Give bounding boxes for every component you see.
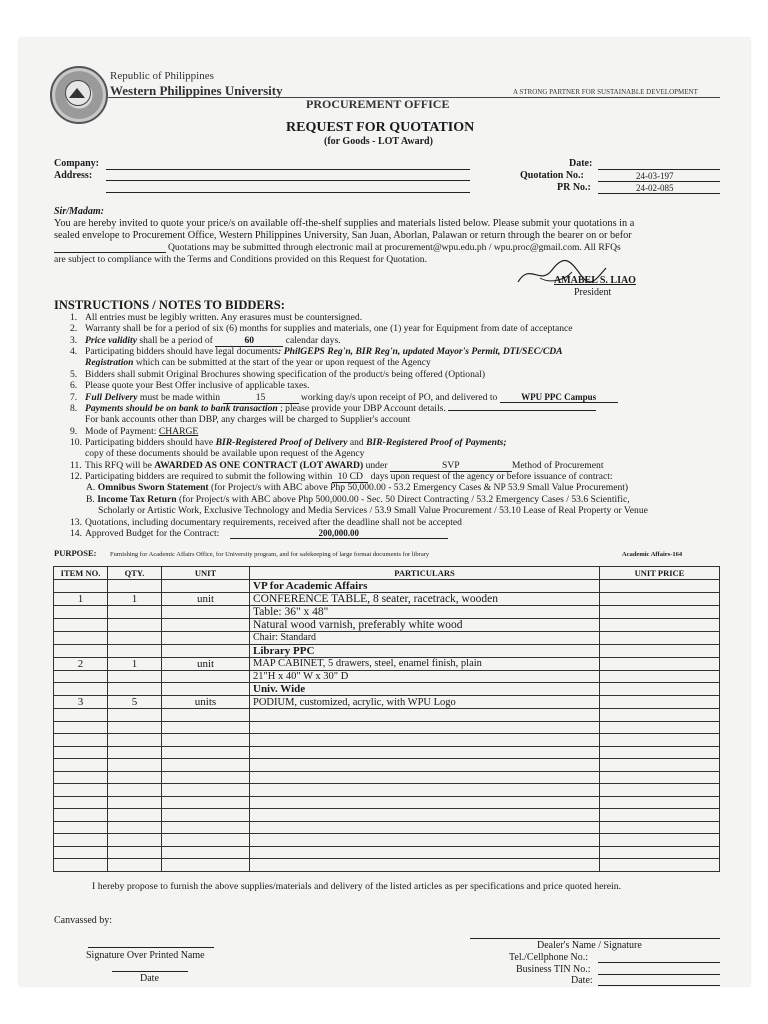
instruction-12b: days upon request of the agency or before issuance of contract: <box>368 471 613 482</box>
item-no-cell: 1 <box>54 593 108 606</box>
purpose-ref: Academic Affairs-164 <box>622 551 683 558</box>
letter-line-1: You are hereby invited to quote your price/s on available off-the-shelf supplies and materials listed below. Please submit your quotations in a <box>54 218 635 229</box>
proposal-statement: I hereby propose to furnish the above supplies/materials and delivery of the listed articles as per specifications and price quoted herein. <box>92 881 622 892</box>
table-row <box>54 821 720 834</box>
dealer-label: Dealer's Name / Signature <box>537 940 642 951</box>
table-row <box>54 784 720 797</box>
header-unit-price: UNIT PRICE <box>600 567 720 580</box>
tin-label: Business TIN No.: <box>516 964 591 975</box>
table-row <box>54 771 720 784</box>
unit-price-cell[interactable] <box>600 696 720 709</box>
dealer-signature-line[interactable] <box>470 938 720 939</box>
qty-cell: 5 <box>108 696 162 709</box>
instruction-5: Bidders shall submit Original Brochures showing specification of the product/s being offered (Optional) <box>85 369 486 380</box>
instructions-heading: INSTRUCTIONS / NOTES TO BIDDERS: <box>54 298 285 312</box>
tin-field[interactable] <box>598 974 720 975</box>
instruction-11b: AWARDED AS ONE CONTRACT (LOT AWARD) <box>154 460 364 471</box>
particulars-cell: Chair: Standard <box>250 632 600 645</box>
table-row <box>54 657 720 670</box>
instruction-12A-letter: A. <box>86 482 98 493</box>
address-field[interactable] <box>106 180 470 181</box>
table-row <box>54 683 720 696</box>
particulars-cell: 21"H x 40" W x 30" D <box>250 670 600 683</box>
instruction-12A-title: Omnibus Sworn Statement <box>97 482 209 493</box>
instruction-10d: BIR-Registered Proof of Payments; <box>366 437 507 448</box>
unit-price-cell[interactable] <box>600 580 720 593</box>
tel-field[interactable] <box>598 962 720 963</box>
qty-cell: 1 <box>108 657 162 670</box>
table-row <box>54 580 720 593</box>
instruction-3c: calendar days. <box>285 335 341 346</box>
item-no-cell: 3 <box>54 696 108 709</box>
particulars-cell: MAP CABINET, 5 drawers, steel, enamel finish, plain <box>250 657 600 670</box>
table-row <box>54 632 720 645</box>
instruction-7c: working day/s upon receipt of PO, and delivered to <box>300 392 498 403</box>
particulars-cell: Library PPC <box>250 644 600 657</box>
salutation: Sir/Madam: <box>54 206 105 217</box>
quotation-label: Quotation No.: <box>520 170 584 181</box>
date2-label: Date: <box>571 975 593 986</box>
items-table <box>53 566 720 872</box>
table-row <box>54 746 720 759</box>
instruction-4d: which can be submitted at the start of the year or upon request of the Agency <box>133 357 431 368</box>
letter-line-4: are subject to compliance with the Terms and Conditions provided on this Request for Quotation. <box>54 254 427 265</box>
instruction-12B-text: (for Project/s with ABC above Php 500,000.00 - Sec. 50 Direct Contracting / 53.2 Emergency Cases / 53.6 Scientific, <box>176 494 630 505</box>
instruction-12B-letter: B. <box>86 494 98 505</box>
instruction-7a: Full Delivery <box>85 392 138 403</box>
republic-text: Republic of Philippines <box>110 70 214 82</box>
letter-line-3: Quotations may be submitted through electronic mail at procurement@wpu.edu.ph / wpu.proc@gmail.com. All RFQs <box>168 242 621 253</box>
table-row <box>54 670 720 683</box>
canvassed-by-label: Canvassed by: <box>54 915 113 926</box>
instruction-10a: Participating bidders should have <box>85 437 216 448</box>
mode-of-payment-value: CHARGE <box>158 426 199 437</box>
header-qty: QTY. <box>108 567 162 580</box>
pr-value: 24-02-085 <box>636 183 674 193</box>
table-row <box>54 709 720 722</box>
instruction-9a: Mode of Payment: <box>85 426 159 437</box>
instruction-13: Quotations, including documentary requirements, received after the deadline shall not be accepted <box>85 517 462 528</box>
table-row <box>54 846 720 859</box>
table-row <box>54 619 720 632</box>
company-label: Company: <box>54 158 100 169</box>
item-no-cell: 2 <box>54 657 108 670</box>
address-field-2[interactable] <box>106 192 470 193</box>
approved-budget-value: 200,000.00 <box>230 528 448 539</box>
delivery-location: WPU PPC Campus <box>500 392 618 403</box>
unit-price-cell[interactable] <box>600 670 720 683</box>
delivery-days-value: 15 <box>223 392 299 404</box>
canvasser-signature-line[interactable] <box>88 947 214 948</box>
page-subtitle: (for Goods - LOT Award) <box>324 136 433 147</box>
submission-days-value: 10 CD <box>332 471 368 483</box>
table-row <box>54 644 720 657</box>
tagline: A STRONG PARTNER FOR SUSTAINABLE DEVELOPMENT <box>513 88 698 96</box>
header-particulars: PARTICULARS <box>250 567 600 580</box>
signatory-name: AMABEL S. LIAO <box>554 275 636 286</box>
table-row <box>54 593 720 606</box>
unit-price-cell[interactable] <box>600 619 720 632</box>
table-row <box>54 696 720 709</box>
instruction-4a: Participating bidders should have legal documents <box>85 346 279 357</box>
particulars-cell: Table: 36" x 48" <box>250 606 600 619</box>
pr-label: PR No.: <box>557 182 591 193</box>
header-item-no: ITEM NO. <box>54 567 108 580</box>
instruction-11d: Method of Procurement <box>511 460 604 471</box>
table-header-row <box>54 567 720 580</box>
particulars-cell: PODIUM, customized, acrylic, with WPU Logo <box>250 696 600 709</box>
instruction-4c: Registration <box>85 357 134 368</box>
price-validity-value: 60 <box>215 335 283 347</box>
company-field[interactable] <box>106 169 470 170</box>
table-row <box>54 606 720 619</box>
unit-price-cell[interactable] <box>600 657 720 670</box>
particulars-cell: VP for Academic Affairs <box>250 580 600 593</box>
qty-cell: 1 <box>108 593 162 606</box>
instruction-10e: copy of these documents should be available upon request of the Agency <box>85 448 365 459</box>
particulars-cell: Natural wood varnish, preferably white wood <box>250 619 600 632</box>
instruction-12A-text: (for Project/s with ABC above Php 50,000.00 - 53.2 Emergency Cases & NP 53.9 Small Value Procurement) <box>208 482 629 493</box>
date-field[interactable] <box>598 169 720 170</box>
date2-field[interactable] <box>598 985 720 986</box>
table-row <box>54 834 720 847</box>
instruction-1: All entries must be legibly written. Any erasures must be countersigned. <box>85 312 363 323</box>
instruction-12B-text-2: Scholarly or Artistic Work, Exclusive Technology and Media Services / 53.9 Small Value Procurement / 53.10 Lease of Real Property or Venue <box>98 505 648 516</box>
unit-price-cell[interactable] <box>600 683 720 696</box>
address-label: Address: <box>54 170 93 181</box>
unit-cell: unit <box>162 593 250 606</box>
instruction-12a: Participating bidders are required to submit the following within <box>85 471 333 482</box>
instruction-6: Please quote your Best Offer inclusive of applicable taxes. <box>85 380 310 391</box>
instruction-2: Warranty shall be for a period of six (6) months for supplies and materials, one (1) year for Equipment from date of acceptance <box>85 323 573 334</box>
instruction-11c: under <box>363 460 388 471</box>
table-row <box>54 796 720 809</box>
header-unit: UNIT <box>162 567 250 580</box>
instruction-8c: For bank accounts other than DBP, any charges will be charged to Supplier's account <box>85 414 411 425</box>
instruction-4b: : PhilGEPS Reg'n, BIR Reg'n, updated Mayor's Permit, DTI/SEC/CDA <box>278 346 563 357</box>
table-row <box>54 721 720 734</box>
tel-label: Tel./Cellphone No.: <box>509 952 589 963</box>
table-row <box>54 759 720 772</box>
university-name: Western Philippines University <box>110 83 283 98</box>
instruction-10c: and <box>347 437 367 448</box>
instruction-8b: ; please provide your DBP Account details. <box>277 403 446 414</box>
unit-price-cell[interactable] <box>600 632 720 645</box>
instruction-8a: Payments should be on bank to bank transaction <box>85 403 278 414</box>
purpose-text: Furnishing for Academic Affairs Office, for University program, and for safekeeping of large format documents for library <box>110 551 430 558</box>
unit-cell: unit <box>162 657 250 670</box>
particulars-cell: CONFERENCE TABLE, 8 seater, racetrack, wooden <box>250 593 600 606</box>
page-title: REQUEST FOR QUOTATION <box>286 120 475 135</box>
university-seal-icon <box>50 66 108 124</box>
instruction-7b: must be made within <box>137 392 221 403</box>
instruction-10b: BIR-Registered Proof of Delivery <box>215 437 348 448</box>
instruction-3a: Price validity <box>85 335 137 346</box>
unit-price-cell[interactable] <box>600 644 720 657</box>
date-caption: Date <box>140 973 159 984</box>
unit-price-cell[interactable] <box>600 593 720 606</box>
particulars-cell: Univ. Wide <box>250 683 600 696</box>
unit-cell: units <box>162 696 250 709</box>
date-label: Date: <box>569 158 593 169</box>
dbp-account-field[interactable] <box>448 410 596 411</box>
canvasser-date-line[interactable] <box>112 971 188 972</box>
instruction-14: Approved Budget for the Contract: <box>85 528 220 539</box>
letter-line-2: sealed envelope to Procurement Office, Western Philippines University, San Juan, Aborlan, Palawan or return through the bearer on or befor <box>54 230 632 241</box>
instruction-3b: shall be a period of <box>136 335 213 346</box>
unit-price-cell[interactable] <box>600 606 720 619</box>
instruction-12B-title: Income Tax Return <box>97 494 177 505</box>
table-row <box>54 809 720 822</box>
table-row <box>54 734 720 747</box>
procurement-method-value: SVP <box>390 460 512 472</box>
signatory-title: President <box>574 287 612 298</box>
purpose-label: PURPOSE: <box>54 548 97 558</box>
office-name: PROCUREMENT OFFICE <box>306 97 450 111</box>
instruction-11a: This RFQ will be <box>85 460 155 471</box>
signature-label: Signature Over Printed Name <box>86 950 205 961</box>
quotation-value: 24-03-197 <box>636 171 674 181</box>
table-row <box>54 859 720 872</box>
